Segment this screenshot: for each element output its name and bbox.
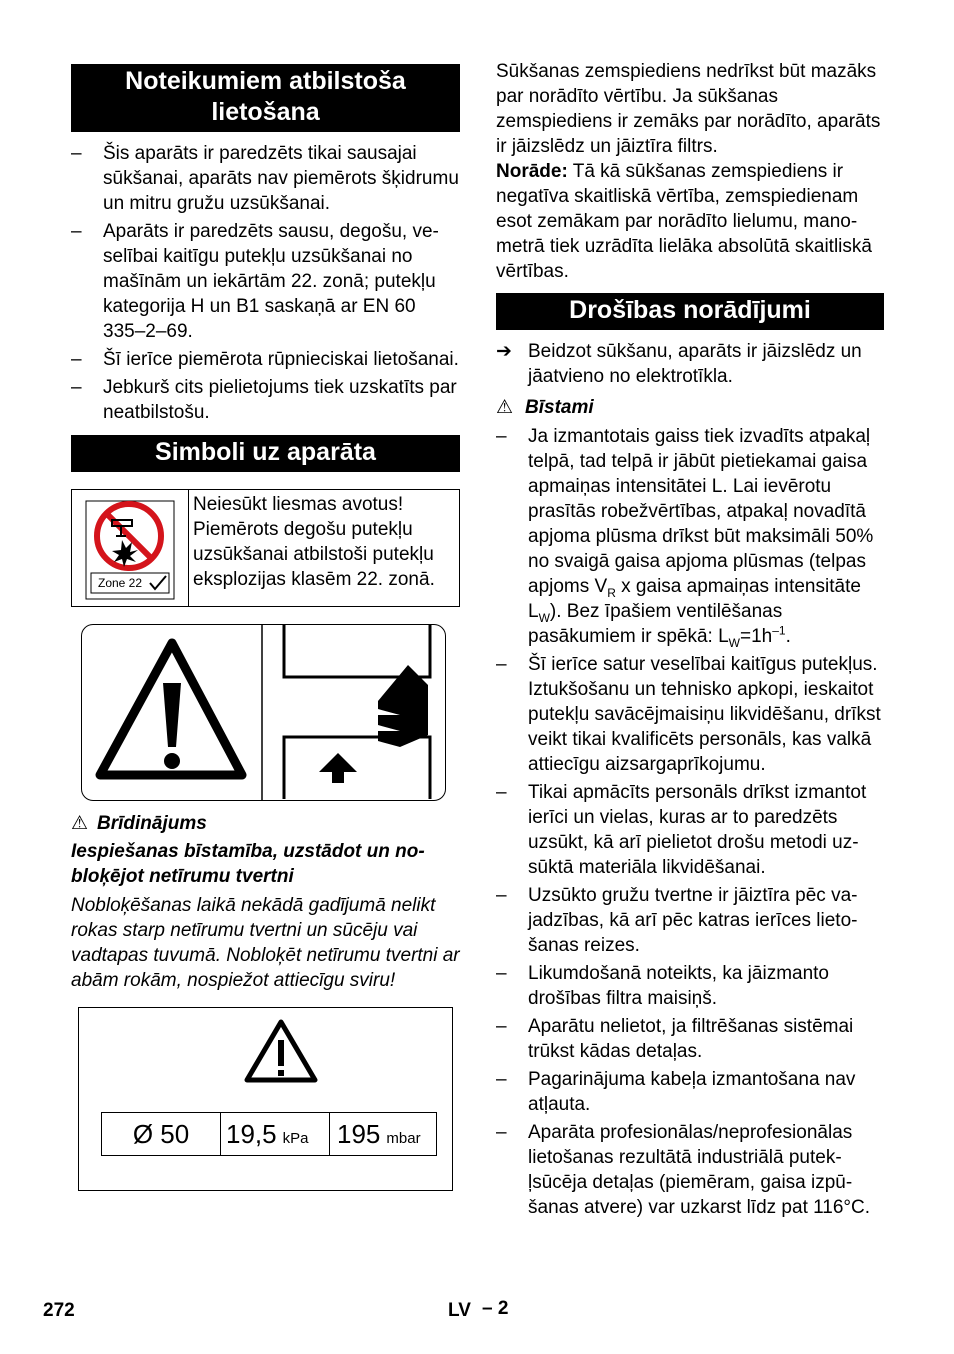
list-item: – Šis aparāts ir paredzēts tikai sausajai sūkšanai, aparāts nav piemērots šķidrumu un mitru gružu uzsūkšanai. — [71, 143, 459, 214]
list-item: – Jebkurš cits pielietojums tiek uzskatīts par neatbilstošu. — [71, 377, 457, 423]
list-item: – Tikai apmācīts personāls drīkst izmantot ierīci un vielas, kuras ar to paredzēts uzsūkt, kā arī pielietot drošu metodi uzsūktā materiāla likvidēšanai. — [496, 782, 867, 878]
symbol-table — [71, 489, 460, 607]
warning-icon: ⚠ — [71, 813, 89, 834]
warning-block — [71, 811, 460, 993]
warning-heading: Iespiešanas bīstamība, uzstādot un nobloķējot netīrumu tvertni — [71, 841, 425, 887]
danger-icon: ⚠ — [496, 397, 514, 418]
kpa-unit: kPa — [282, 1129, 309, 1147]
list-item-text: Ja izmantotais gaiss tiek izvadīts atpakaļ telpā, tad telpā ir jābūt pietiekamai gaisa apmaiņas intensitātei L. Lai ievērotu prasītās robežvērtības, atpakaļ novadītā apjoma plūsma drīkst būt maksimāli 50% no svaigā gaisa apjoma plūsmas (telpas apjoms $V_R$ x gaisa apmaiņas intensitāte $L_W$). Bez īpašiem ventilēšanas pasākumiem ir spēkā: $L_W=1h^{-1}$. — [528, 426, 874, 650]
left-column — [71, 64, 460, 1191]
list-item-text: Uzsūkto gružu tvertne ir jāiztīra pēc vajadzības, kā arī pēc katras ierīces lietošanas reizes. — [528, 885, 858, 956]
symbol-description: Neiesūkt liesmas avotus! Piemērots degošu putekļu uzsūkšanai atbilstoši putekļu eksplozijas klasēm 22. zonā. — [193, 494, 435, 590]
kpa-value: 19,5 — [226, 1118, 277, 1149]
warning-text: Nobloķēšanas laikā nekādā gadījumā nelikt rokas starp netīrumu tvertni un sūcēju vai vadtapas tuvumā. Nobloķēt netīrumu tvertni ar abām rokām, nospiežot attiecīgu sviru! — [71, 895, 460, 991]
list-item-text: Likumdošanā noteikts, ka jāizmanto drošības filtra maisiņš. — [528, 963, 829, 1009]
danger-label: Bīstami — [525, 397, 594, 418]
mbar-cell — [330, 1113, 436, 1155]
mbar-unit: mbar — [386, 1129, 421, 1147]
suction-paragraph: Sūkšanas zemspiediens nedrīkst būt mazāks par norādīto vērtību. Ja sūkšanas zemspiediens ir zemāks par norādīto, aparāts ir jāizslēdz un jāiztīra filtrs. — [496, 61, 881, 157]
list-item-text: Šis aparāts ir paredzēts tikai sausajai sūkšanai, aparāts nav piemērots šķidrumu un mitru gružu uzsūkšanai. — [103, 143, 459, 214]
list-item-text: Tikai apmācīts personāls drīkst izmantot ierīci un vielas, kuras ar to paredzēts uzsūkt, kā arī pielietot drošu metodi uzsūktā materiāla likvidēšanai. — [528, 782, 867, 878]
diameter-cell — [102, 1113, 221, 1155]
pinch-warning-icon — [82, 625, 445, 800]
right-column — [496, 59, 884, 1223]
list-item: – Aparātu nelietot, ja filtrēšanas sistēmai trūkst kādas detaļas. — [496, 1016, 854, 1062]
list-item-text: Aparātu nelietot, ja filtrēšanas sistēmai trūkst kādas detaļas. — [528, 1016, 854, 1062]
list-item-text: Pagarinājuma kabeļa izmantošana nav atļauta. — [528, 1069, 856, 1115]
arrow-right-icon: ➔ — [496, 341, 512, 362]
language-code: LV — [448, 1300, 471, 1321]
zone-label: Zone 22 — [98, 576, 143, 590]
list-item: – Pagarinājuma kabeļa izmantošana nav atļauta. — [496, 1069, 856, 1115]
list-item: – Aparāts ir paredzēts sausu, degošu, veselībai kaitīgu putekļu uzsūkšanai no mašīnām un iekārtām 22. zonā; putekļu kategorija H un B1 saskaņā ar EN 60 335–2–69. — [71, 221, 439, 342]
list-item: – Uzsūkto gružu tvertne ir jāiztīra pēc vajadzības, kā arī pēc katras ierīces lietošanas reizes. — [496, 885, 858, 956]
sub-page-number: – 2 — [482, 1298, 509, 1319]
page-number: 272 — [43, 1300, 75, 1321]
section-heading-symbols: Simboli uz aparāta — [71, 435, 460, 472]
checkmark-icon — [148, 574, 168, 592]
diameter-value: Ø 50 — [132, 1118, 190, 1149]
exclamation-warning-icon — [241, 1016, 321, 1086]
section-heading-intended-use: Noteikumiem atbilstoša lietošana — [71, 64, 460, 132]
note-label: Norāde: — [496, 161, 568, 182]
kpa-cell — [221, 1113, 330, 1155]
list-item: – Šī ierīce satur veselībai kaitīgus putekļus. Iztukšošanu un tehnisko apkopi, ieskaitot putekļu savācējmaisiņu likvidēšanu, drīkst veikt tikai kvalificēts personāls, kas valkā attiecīgu aizsargaprīkojumu. — [496, 654, 881, 775]
list-item-text: Jebkurš cits pielietojums tiek uzskatīts par neatbilstošu. — [103, 377, 457, 423]
list-item-text: Šī ierīce satur veselībai kaitīgus putekļus. Iztukšošanu un tehnisko apkopi, ieskaitot putekļu savācējmaisiņu likvidēšanu, drīkst veikt tikai kvalificēts personāls, kas valkā attiecīgu aizsargaprīkojumu. — [528, 654, 881, 775]
list-item-text: Aparāta profesionālas/neprofesionālas lietošanas rezultātā industriālā putekļsūcēja detaļas (piemēram, gaisa izpūšanas atvere) var uzkarst līdz pat 116°C. — [528, 1122, 871, 1218]
list-item: – Aparāta profesionālas/neprofesionālas lietošanas rezultātā industriālā putekļsūcēja detaļas (piemēram, gaisa izpūšanas atvere) var uzkarst līdz pat 116°C. — [496, 1122, 871, 1218]
warning-label: Brīdinājums — [97, 813, 207, 834]
vacuum-rating-symbol — [78, 1007, 453, 1191]
list-item: – Šī ierīce piemērota rūpnieciskai lietošanai. — [71, 349, 459, 370]
note-paragraph — [496, 159, 884, 284]
pinch-hazard-symbol — [81, 624, 446, 801]
intended-use-list — [71, 141, 460, 425]
list-item-text: Šī ierīce piemērota rūpnieciskai lietošanai. — [103, 349, 459, 370]
list-item: – Ja izmantotais gaiss tiek izvadīts atpakaļ telpā, tad telpā ir jābūt pietiekamai gaisa apmaiņas intensitātei L. Lai ievērotu prasītās robežvērtības, atpakaļ novadītā apjoma plūsma drīkst būt maksimāli 50% no svaigā gaisa apjoma plūsmas (telpas apjoms $V_R$ x gaisa apmaiņas intensitāte $L_W$). Bez īpašiem ventilēšanas pasākumiem ir spēkā: $L_W=1h^{-1}$. — [496, 426, 874, 650]
vacuum-values-table — [101, 1112, 437, 1156]
list-item-text: Aparāts ir paredzēts sausu, degošu, veselībai kaitīgu putekļu uzsūkšanai no mašīnām un iekārtām 22. zonā; putekļu kategorija H un B1 saskaņā ar EN 60 335–2–69. — [103, 221, 439, 342]
instruction-text: Beidzot sūkšanu, aparāts ir jāizslēdz un jāatvieno no elektrotīkla. — [528, 341, 862, 387]
instruction-item — [496, 339, 884, 389]
list-item: – Likumdošanā noteikts, ka jāizmanto drošības filtra maisiņš. — [496, 963, 829, 1009]
note-text: Tā kā sūkšanas zemspiediens ir negatīva skaitliskā vērtība, zemspiedienam esot zemākam par norādīto lielumu, manometrā tiek uzrādīta lielāka absolūtā skaitliskā vērtības. — [496, 161, 872, 282]
section-heading-safety: Drošības norādījumi — [496, 293, 884, 330]
mbar-value: 195 — [337, 1118, 381, 1149]
symbol-cell — [72, 490, 189, 606]
safety-list — [496, 424, 884, 1220]
